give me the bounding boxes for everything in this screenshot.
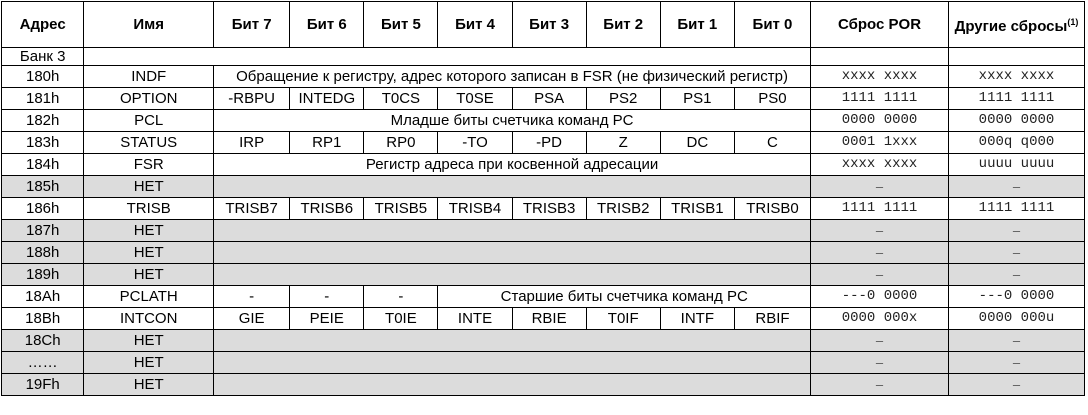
register-address: 18Ah: [2, 286, 84, 308]
register-address: 18Ch: [2, 330, 84, 352]
table-row: [2, 198, 1085, 220]
bit-cell: GIE: [214, 308, 290, 330]
other-reset-value: 1111 1111: [948, 88, 1084, 110]
unimplemented-span: [214, 242, 811, 264]
por-reset-value: 0000 000x: [811, 308, 949, 330]
register-address: 18Bh: [2, 308, 84, 330]
register-description: Обращение к регистру, адрес которого записан в FSR (не физический регистр): [214, 66, 811, 88]
por-reset-value: 1111 1111: [811, 198, 949, 220]
register-name: PCLATH: [84, 286, 214, 308]
register-address: 184h: [2, 154, 84, 176]
por-reset-value: –: [811, 352, 949, 374]
register-name: INTCON: [84, 308, 214, 330]
other-reset-value: –: [948, 220, 1084, 242]
register-address: 188h: [2, 242, 84, 264]
other-reset-value: 0000 000u: [948, 308, 1084, 330]
header-other-resets: [948, 2, 1084, 48]
por-reset-value: ---0 0000: [811, 286, 949, 308]
header-bit-4: Бит 4: [438, 2, 512, 48]
register-name: НЕТ: [84, 176, 214, 198]
register-description: Регистр адреса при косвенной адресации: [214, 154, 811, 176]
register-table: [1, 1, 1085, 396]
register-address: ……: [2, 352, 84, 374]
header-bit-3: Бит 3: [512, 2, 586, 48]
header-bit-2: Бит 2: [586, 2, 660, 48]
other-reset-value: –: [948, 330, 1084, 352]
bit-cell: TRISB6: [290, 198, 364, 220]
bit-cell: -PD: [512, 132, 586, 154]
register-description: Старшие биты счетчика команд PC: [438, 286, 811, 308]
register-name: НЕТ: [84, 352, 214, 374]
bit-cell: IRP: [214, 132, 290, 154]
unimplemented-span: [214, 264, 811, 286]
header-address: Адрес: [2, 2, 84, 48]
other-reset-value: ---0 0000: [948, 286, 1084, 308]
bit-cell: INTE: [438, 308, 512, 330]
table-row: [2, 66, 1085, 88]
register-name: TRISB: [84, 198, 214, 220]
other-reset-value: –: [948, 374, 1084, 396]
register-name: НЕТ: [84, 220, 214, 242]
bit-cell: DC: [660, 132, 734, 154]
bit-cell: INTF: [660, 308, 734, 330]
table-row: [2, 220, 1085, 242]
other-reset-value: –: [948, 242, 1084, 264]
bit-cell: -: [364, 286, 438, 308]
register-address: 186h: [2, 198, 84, 220]
table-row: [2, 88, 1085, 110]
header-bit-7: Бит 7: [214, 2, 290, 48]
other-reset-value: uuuu uuuu: [948, 154, 1084, 176]
unimplemented-span: [214, 330, 811, 352]
register-name: PCL: [84, 110, 214, 132]
por-reset-value: –: [811, 176, 949, 198]
header-bit-5: Бит 5: [364, 2, 438, 48]
bank-row: [2, 48, 1085, 66]
header-bit-6: Бит 6: [290, 2, 364, 48]
por-reset-value: 1111 1111: [811, 88, 949, 110]
other-reset-value: –: [948, 176, 1084, 198]
bit-cell: TRISB3: [512, 198, 586, 220]
por-reset-value: –: [811, 264, 949, 286]
other-reset-value: –: [948, 264, 1084, 286]
bank-row-empty-por: [811, 48, 949, 66]
register-name: НЕТ: [84, 264, 214, 286]
unimplemented-span: [214, 374, 811, 396]
table-row: [2, 264, 1085, 286]
other-reset-value: 0000 0000: [948, 110, 1084, 132]
bit-cell: PS0: [734, 88, 810, 110]
register-address: 182h: [2, 110, 84, 132]
bank-label: Банк 3: [2, 48, 84, 66]
header-bit-0: Бит 0: [734, 2, 810, 48]
register-address: 189h: [2, 264, 84, 286]
table-row: [2, 374, 1085, 396]
bit-cell: TRISB2: [586, 198, 660, 220]
register-address: 181h: [2, 88, 84, 110]
bit-cell: RP1: [290, 132, 364, 154]
table-row: [2, 352, 1085, 374]
unimplemented-span: [214, 352, 811, 374]
bit-cell: TRISB0: [734, 198, 810, 220]
register-address: 187h: [2, 220, 84, 242]
register-table-body: [2, 48, 1085, 396]
other-reset-value: xxxx xxxx: [948, 66, 1084, 88]
header-other-resets-label: Другие сбросы: [954, 18, 1068, 35]
bit-cell: C: [734, 132, 810, 154]
table-row: [2, 286, 1085, 308]
other-reset-value: –: [948, 352, 1084, 374]
register-name: OPTION: [84, 88, 214, 110]
register-address: 185h: [2, 176, 84, 198]
bit-cell: RP0: [364, 132, 438, 154]
register-address: 183h: [2, 132, 84, 154]
table-row: [2, 132, 1085, 154]
register-description: Младше биты счетчика команд PC: [214, 110, 811, 132]
bit-cell: T0IF: [586, 308, 660, 330]
register-address: 180h: [2, 66, 84, 88]
register-name: FSR: [84, 154, 214, 176]
por-reset-value: –: [811, 220, 949, 242]
bit-cell: -: [214, 286, 290, 308]
bit-cell: Z: [586, 132, 660, 154]
bit-cell: TRISB5: [364, 198, 438, 220]
por-reset-value: 0000 0000: [811, 110, 949, 132]
por-reset-value: 0001 1xxx: [811, 132, 949, 154]
table-row: [2, 330, 1085, 352]
bit-cell: RBIE: [512, 308, 586, 330]
bit-cell: TRISB1: [660, 198, 734, 220]
bit-cell: PS1: [660, 88, 734, 110]
table-row: [2, 308, 1085, 330]
header-por-reset: Сброс POR: [811, 2, 949, 48]
bit-cell: -TO: [438, 132, 512, 154]
header-name: Имя: [84, 2, 214, 48]
table-row: [2, 154, 1085, 176]
register-name: НЕТ: [84, 242, 214, 264]
por-reset-value: –: [811, 242, 949, 264]
bit-cell: T0IE: [364, 308, 438, 330]
table-row: [2, 176, 1085, 198]
bit-cell: RBIF: [734, 308, 810, 330]
bit-cell: -RBPU: [214, 88, 290, 110]
por-reset-value: –: [811, 330, 949, 352]
footnote-marker: (1): [1067, 17, 1079, 27]
register-name: НЕТ: [84, 374, 214, 396]
table-row: [2, 110, 1085, 132]
register-name: INDF: [84, 66, 214, 88]
header-bit-1: Бит 1: [660, 2, 734, 48]
bit-cell: PS2: [586, 88, 660, 110]
header-row: [2, 2, 1085, 48]
bit-cell: PEIE: [290, 308, 364, 330]
other-reset-value: 000q q000: [948, 132, 1084, 154]
bank-row-empty: [84, 48, 811, 66]
table-row: [2, 242, 1085, 264]
bit-cell: T0CS: [364, 88, 438, 110]
bit-cell: T0SE: [438, 88, 512, 110]
register-name: STATUS: [84, 132, 214, 154]
por-reset-value: xxxx xxxx: [811, 154, 949, 176]
register-address: 19Fh: [2, 374, 84, 396]
unimplemented-span: [214, 220, 811, 242]
bit-cell: -: [290, 286, 364, 308]
por-reset-value: –: [811, 374, 949, 396]
register-name: НЕТ: [84, 330, 214, 352]
bit-cell: TRISB7: [214, 198, 290, 220]
bit-cell: PSA: [512, 88, 586, 110]
bit-cell: INTEDG: [290, 88, 364, 110]
por-reset-value: xxxx xxxx: [811, 66, 949, 88]
bit-cell: TRISB4: [438, 198, 512, 220]
bank-row-empty-other: [948, 48, 1084, 66]
unimplemented-span: [214, 176, 811, 198]
other-reset-value: 1111 1111: [948, 198, 1084, 220]
